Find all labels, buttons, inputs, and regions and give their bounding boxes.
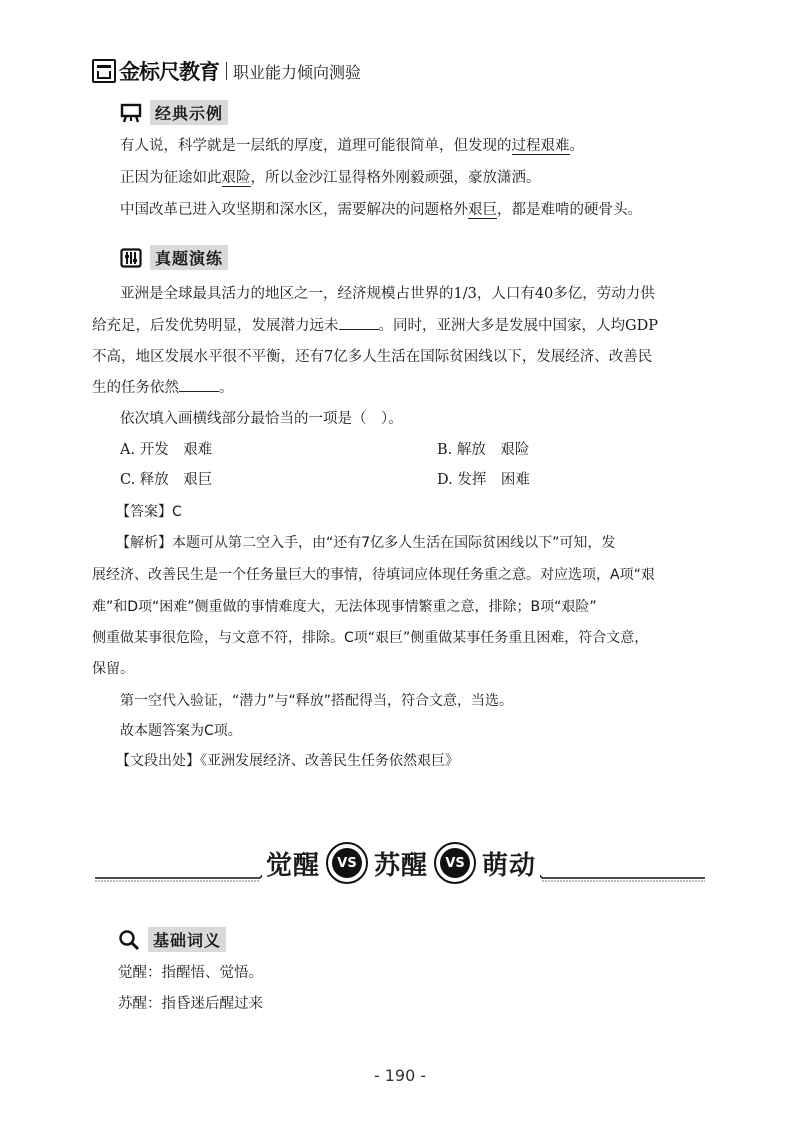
question-line: 亚洲是全球最具活力的地区之一，经济规模占世界的1/3，人口有40多亿，劳动力供 — [120, 286, 655, 302]
brand-name: 金标尺教育 — [119, 60, 219, 84]
option-c: C. 释放 艰巨 — [120, 472, 213, 488]
example-line — [120, 168, 541, 188]
text: 。 — [219, 380, 234, 396]
explanation-line: 展经济、改善民生是一个任务量巨大的事情，待填词应体现任务重之意。对应选项，A项“艰 — [92, 567, 655, 583]
text: 。同时，亚洲大多是发展中国家，人均GDP — [378, 318, 658, 334]
explanation-line: 保留。 — [92, 661, 134, 677]
magnifier-icon — [118, 929, 140, 951]
question-line: 不高，地区发展水平很不平衡，还有7亿多人生活在国际贫困线以下，发展经济、改善民 — [92, 349, 653, 365]
vs-text: VS — [440, 848, 470, 878]
underlined-word: 艰巨 — [468, 202, 497, 218]
question-prompt: 依次填入画横线部分最恰当的一项是（ ）。 — [120, 411, 403, 427]
answer: 【答案】C — [116, 504, 182, 520]
fill-blank — [179, 379, 219, 392]
option-b: B. 解放 艰险 — [437, 442, 530, 458]
vs-text: VS — [332, 848, 362, 878]
definition-line: 觉醒：指醒悟、觉悟。 — [118, 965, 263, 981]
text: ，所以金沙江显得格外刚毅顽强，豪放潇洒。 — [250, 170, 541, 186]
source-line: 【文段出处】《亚洲发展经济、改善民生任务依然艰巨》 — [116, 753, 459, 769]
underlined-word: 艰难 — [540, 138, 570, 154]
explanation-line: 【解析】本题可从第二空入手，由“还有7亿多人生活在国际贫困线以下”可知，发 — [116, 535, 616, 551]
example-line — [120, 136, 584, 156]
text: 中国改革已进入攻坚期和深水区，需要解决的问题格外 — [120, 202, 468, 218]
board-icon — [120, 103, 142, 123]
section-title-text: 基础词义 — [148, 927, 226, 952]
text: 正因为征途如此 — [120, 170, 222, 186]
banner-word-1: 觉醒 — [266, 850, 321, 881]
header-divider — [226, 62, 227, 80]
explanation-line: 难”和D项“困难”侧重做的事情难度大，无法体现事情繁重之意，排除；B项“艰险” — [92, 599, 597, 615]
logo-icon — [92, 59, 116, 83]
banner-title — [262, 842, 540, 884]
text: 。 — [569, 138, 584, 154]
text: 生的任务依然 — [92, 380, 179, 396]
option-d: D. 发挥 困难 — [437, 472, 530, 488]
example-line — [120, 200, 642, 220]
option-a: A. 开发 艰难 — [120, 442, 213, 458]
vs-badge — [434, 842, 476, 884]
question-line — [92, 378, 234, 398]
underlined-word: 过程 — [511, 138, 541, 154]
header-subtitle: 职业能力倾向测验 — [233, 62, 362, 82]
text: 有人说，科学就是一层纸的厚度，道理可能很简单，但发现的 — [120, 138, 512, 154]
definition-line: 苏醒：指昏迷后醒过来 — [118, 996, 263, 1012]
explanation-line: 侧重做某事很危险，与文意不符，排除。C项“艰巨”侧重做某事任务重且困难，符合文意， — [92, 630, 649, 646]
conclusion-line: 故本题答案为C项。 — [120, 723, 242, 739]
section-title-text: 真题演练 — [150, 245, 228, 270]
section-title-text: 经典示例 — [150, 100, 228, 125]
text: 给充足，后发优势明显，发展潜力远未 — [92, 318, 339, 334]
question-line — [92, 316, 658, 336]
underlined-word: 艰险 — [221, 170, 251, 186]
vs-badge — [326, 842, 368, 884]
fill-blank — [339, 317, 379, 330]
banner-word-2: 苏醒 — [374, 850, 429, 881]
practice-section-title — [120, 245, 228, 270]
equalizer-icon — [120, 248, 142, 268]
page-number: - 190 - — [373, 1066, 427, 1085]
page-header — [92, 56, 361, 86]
basic-section-title — [118, 927, 226, 952]
verification-line: 第一空代入验证，“潜力”与“释放”搭配得当，符合文意，当选。 — [120, 693, 514, 709]
banner-word-3: 萌动 — [482, 850, 537, 881]
example-section-title — [120, 100, 228, 125]
text: ，都是难啃的硬骨头。 — [497, 202, 642, 218]
